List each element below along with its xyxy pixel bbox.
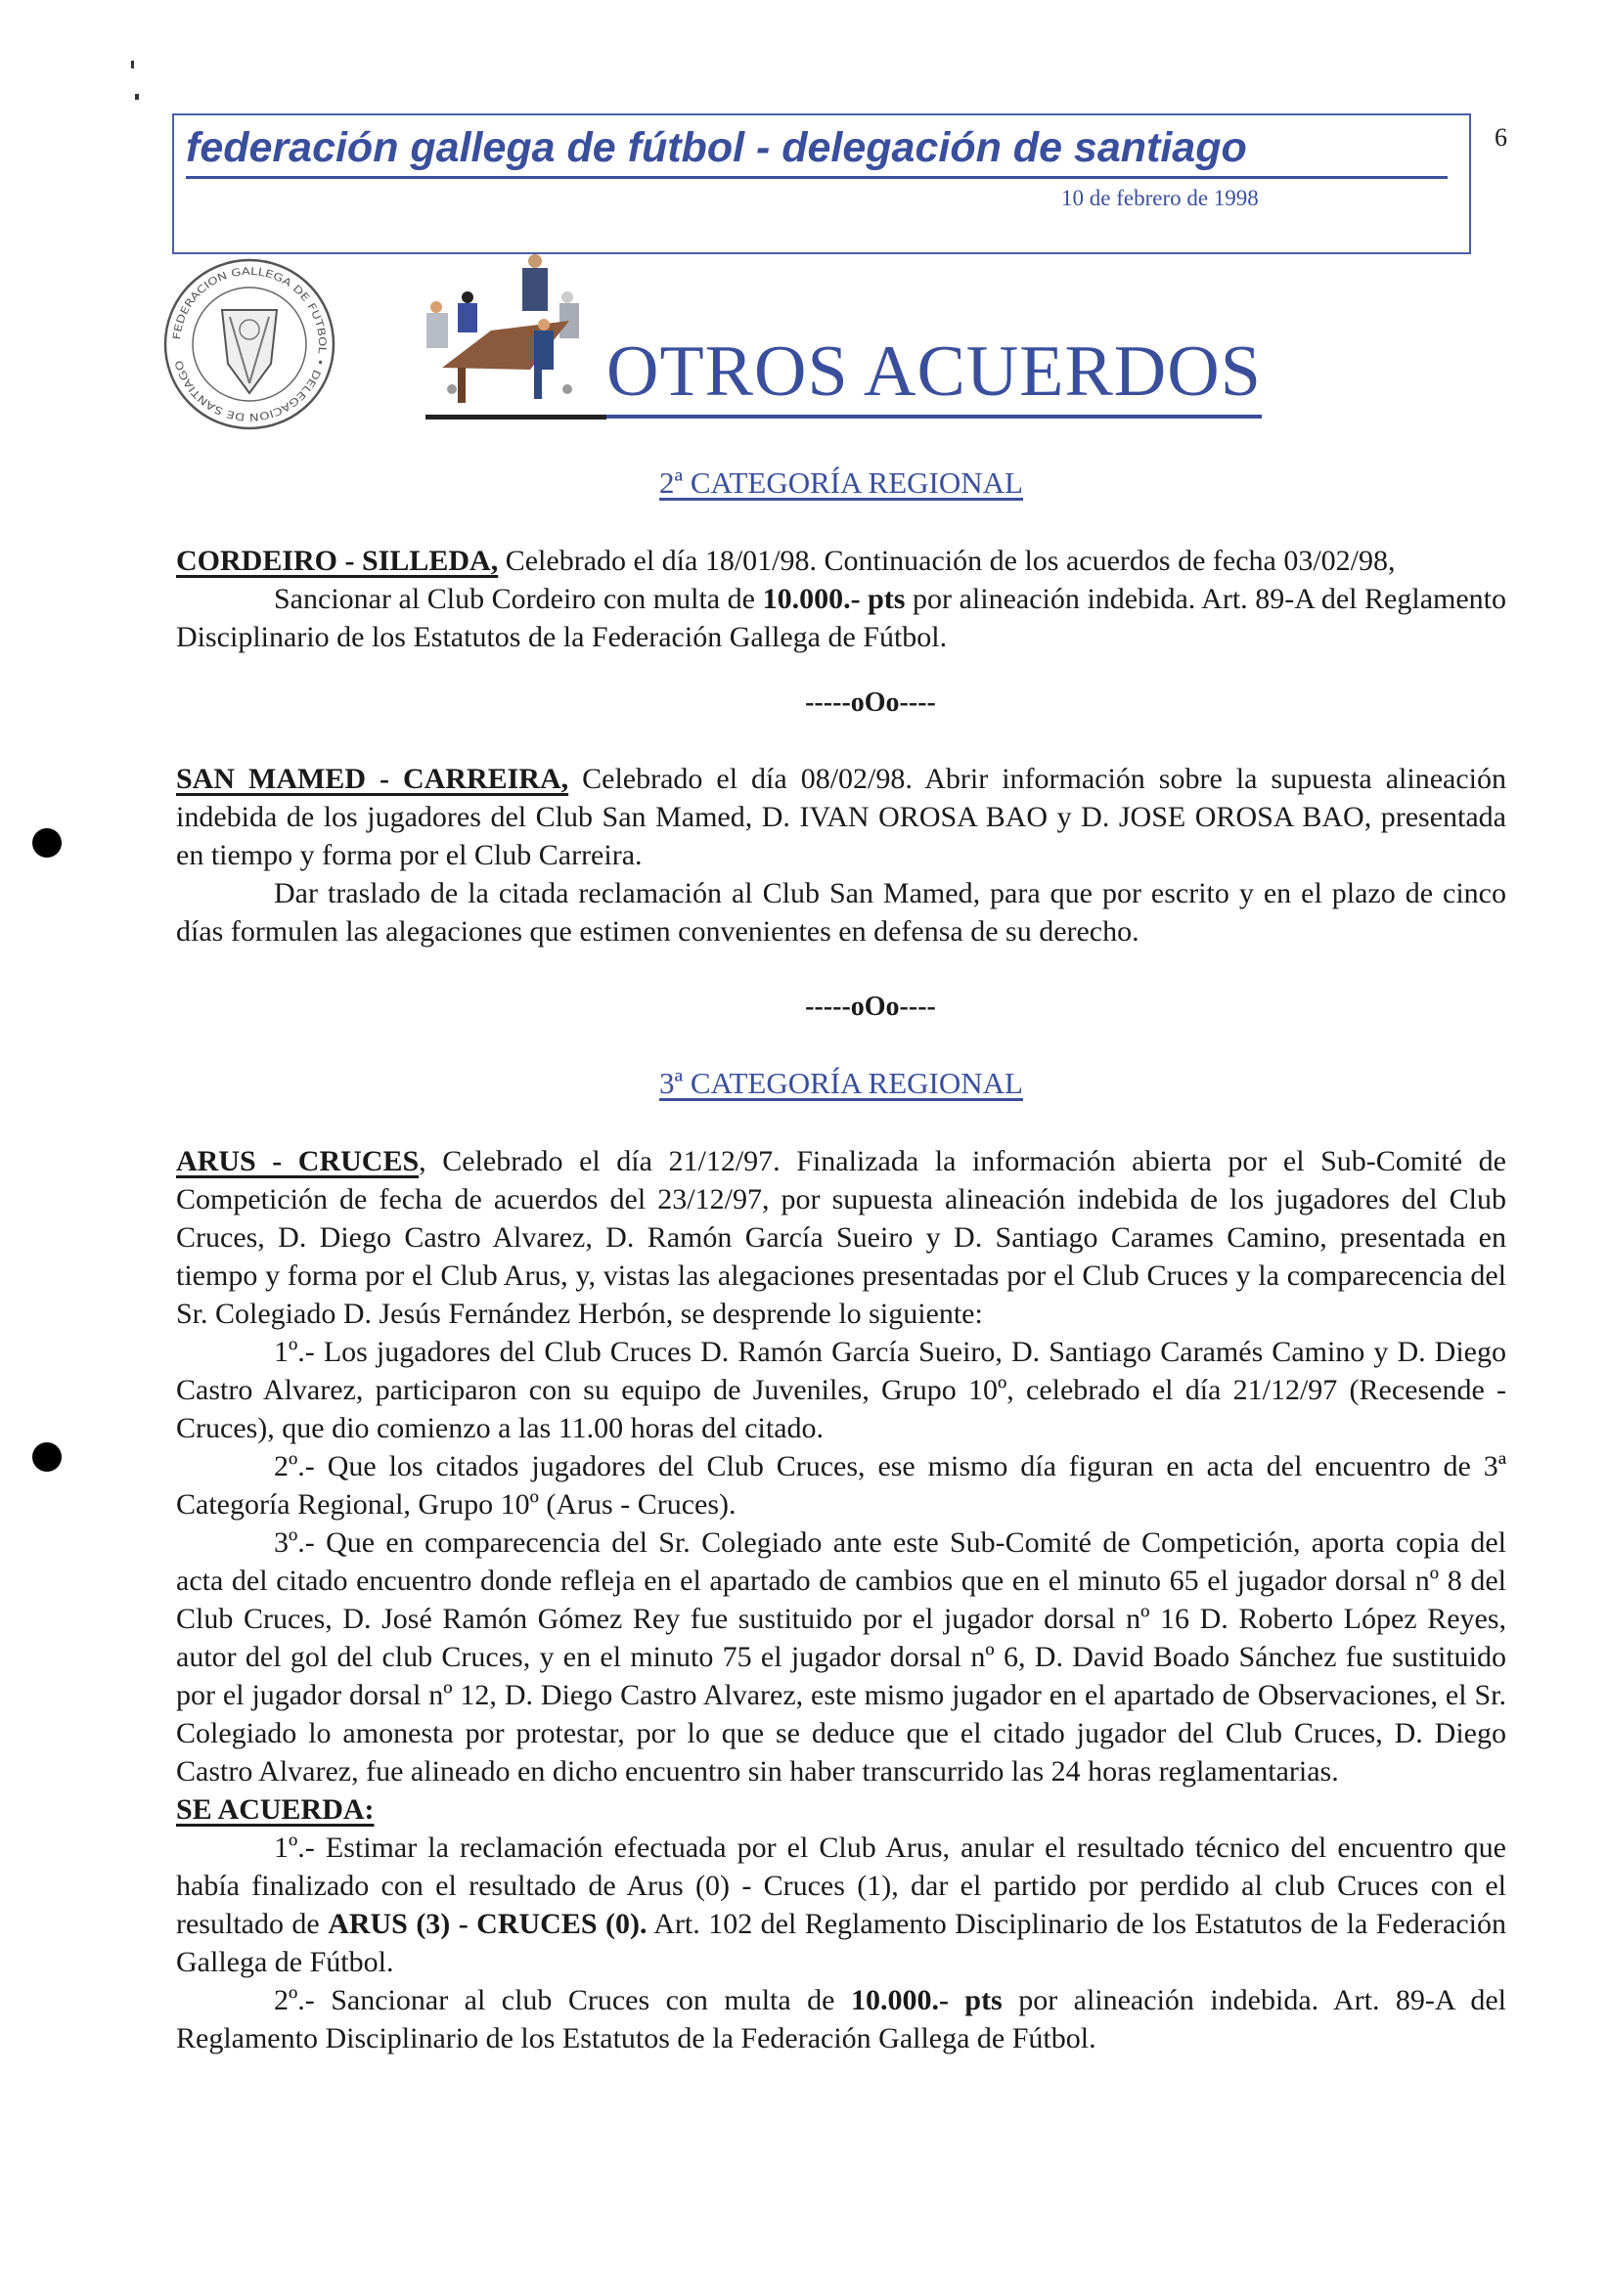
paragraph-text: , Celebrado el día 21/12/97. Finalizada la información abierta por el Sub-Comité de Competición de fecha de acuerdos del 23/12/97, por supuesta alineación indebida de los jugadores del Club Cruces, D. Diego Castro Alvarez, D. Ramón García Sueiro y D. Santiago Carames Camino, presentada en tiempo y forma por el Club Arus, y, vistas las alegaciones presentadas por el Club Cruces y la comparecencia del Sr. Colegiado D. Jesús Fernández Herbón, se desprende lo siguiente: xyxy=(176,1145,1506,1330)
agreement-cordeiro-silleda xyxy=(176,542,1506,656)
paragraph-text: 1º.- Estimar la reclamación efectuada por el Club Arus, anular el resultado técnico del encuentro que había finalizado con el resultado de Arus (0) - Cruces (1), dar el partido por perdido al club Cruces con el resultado de xyxy=(176,1832,1506,1940)
paragraph-text: 2º.- Sancionar al club Cruces con multa de xyxy=(274,1984,851,2016)
finding-2: 2º.- Que los citados jugadores del Club Cruces, ese mismo día figuran en acta del encuentro de 3ª Categoría Regional, Grupo 10º (Arus - Cruces). xyxy=(176,1450,1506,1521)
paragraph-text: por alineación indebida. Art. 89-A del Reglamento Disciplinario de los Estatutos de la Federación Gallega de Fútbol. xyxy=(176,1984,1506,2054)
agreement-heading-text: SE ACUERDA: xyxy=(176,1793,375,1826)
finding-1: 1º.- Los jugadores del Club Cruces D. Ramón García Sueiro, D. Santiago Caramés Camino y D. Diego Castro Alvarez, participaron con su equipo de Juveniles, Grupo 10º, celebrado el día 21/12/97 (Recesende - Cruces), que dio comienzo a las 11.00 horas del citado. xyxy=(176,1336,1506,1444)
scan-mark xyxy=(135,94,139,100)
heading-text: 2ª CATEGORÍA REGIONAL xyxy=(659,465,1023,500)
resolution-2 xyxy=(176,1981,1506,2057)
section-heading-3a-categoria xyxy=(176,1064,1506,1103)
paragraph: Dar traslado de la citada reclamación al Club San Mamed, para que por escrito y en el plazo de cinco días formulen las alegaciones que estimen convenientes en defensa de su derecho. xyxy=(176,877,1506,948)
document-body xyxy=(176,464,1506,2057)
match-title: CORDEIRO - SILLEDA, xyxy=(176,545,499,577)
fine-amount: 10.000.- pts xyxy=(850,1984,1003,2016)
header-title: federación gallega de fútbol - delegación de santiago xyxy=(186,124,1247,171)
page-title: OTROS ACUERDOS xyxy=(606,331,1262,412)
agreement-san-mamed-carreira xyxy=(176,760,1506,950)
federation-seal-logo xyxy=(161,256,337,432)
punch-hole xyxy=(32,1442,62,1472)
header-date: 10 de febrero de 1998 xyxy=(1061,186,1259,210)
punch-hole xyxy=(32,828,62,858)
paragraph-text: Celebrado el día 18/01/98. Continuación de los acuerdos de fecha 03/02/98, xyxy=(498,545,1396,577)
agreement-heading xyxy=(176,1790,1506,1829)
title-rule xyxy=(606,415,1262,419)
meeting-clipart-icon xyxy=(423,252,608,409)
scan-mark xyxy=(131,61,134,68)
paragraph-text: Celebrado el día 08/02/98. Abrir información sobre la supuesta alineación indebida de los jugadores del Club San Mamed, D. IVAN OROSA BAO y D. JOSE OROSA BAO, presentada en tiempo y forma por el Club Carreira. xyxy=(176,763,1506,871)
fine-amount: 10.000.- pts xyxy=(762,583,906,615)
paragraph xyxy=(176,580,1506,656)
heading-text: 3ª CATEGORÍA REGIONAL xyxy=(659,1066,1023,1100)
paragraph xyxy=(176,542,1506,580)
title-rule xyxy=(425,415,606,419)
match-title: ARUS - CRUCES xyxy=(176,1145,420,1177)
paragraph xyxy=(176,1142,1506,1333)
svg-text:FEDERACION GALLEGA DE FUTBOL •: FEDERACION GALLEGA DE FUTBOL • DELEGACION DE SANTIAGO xyxy=(171,265,329,423)
paragraph-text: Art. 102 del Reglamento Disciplinario de los Estatutos de la Federación Gallega de Fútbol. xyxy=(176,1908,1507,1978)
paragraph-text: Sancionar al Club Cordeiro con multa de xyxy=(274,583,763,615)
match-title: SAN MAMED - CARREIRA, xyxy=(176,763,569,795)
agreement-arus-cruces xyxy=(176,1142,1506,2057)
finding-3: 3º.- Que en comparecencia del Sr. Colegiado ante este Sub-Comité de Competición, aporta copia del acta del citado encuentro donde refleja en el apartado de cambios que en el minuto 65 el jugador dorsal nº 8 del Club Cruces, D. José Ramón Gómez Rey fue sustituido por el jugador dorsal nº 16 D. Roberto López Reyes, autor del gol del club Cruces, y en el minuto 75 el jugador dorsal nº 6, D. David Boado Sánchez fue sustituido por el jugador dorsal nº 12, D. Diego Castro Alvarez, este mismo jugador en el apartado de Observaciones, el Sr. Colegiado lo amonesta por protestar, por lo que se deduce que el citado jugador del Club Cruces, D. Diego Castro Alvarez, fue alineado en dicho encuentro sin haber transcurrido las 24 horas reglamentarias. xyxy=(176,1526,1506,1788)
resolution-1 xyxy=(176,1829,1506,1981)
final-score: ARUS (3) - CRUCES (0). xyxy=(328,1908,648,1940)
paragraph-text: por alineación indebida. Art. 89-A del Reglamento Disciplinario de los Estatutos de la Federación Gallega de Fútbol. xyxy=(176,583,1506,653)
page-number: 6 xyxy=(1495,123,1507,152)
header-rule xyxy=(186,176,1448,179)
separator: -----oOo---- xyxy=(805,687,936,718)
separator: -----oOo---- xyxy=(805,992,936,1022)
paragraph xyxy=(176,760,1506,874)
section-heading-2a-categoria xyxy=(176,464,1506,503)
